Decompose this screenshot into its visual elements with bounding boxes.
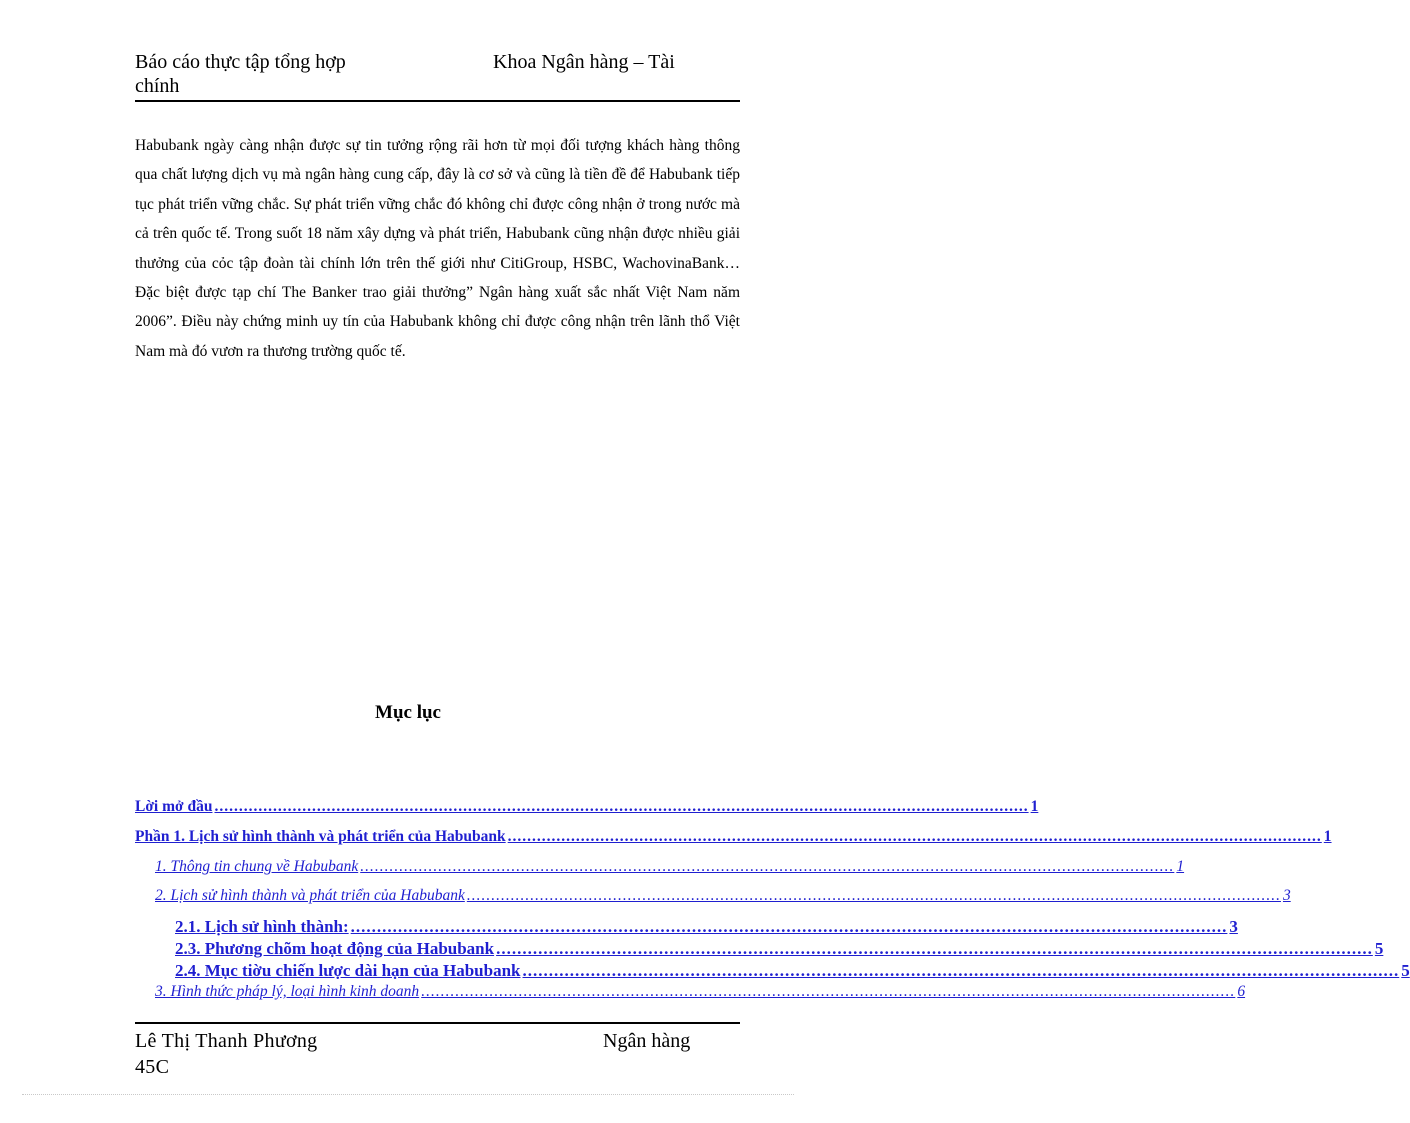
toc-entry[interactable] bbox=[175, 961, 1410, 981]
toc-entry-page: 1 bbox=[1323, 828, 1332, 845]
toc-entry[interactable] bbox=[155, 983, 1246, 1001]
header-faculty: Khoa Ngân hàng – Tài bbox=[493, 51, 675, 73]
toc-leader: ....................................................................................................................................................................... bbox=[496, 939, 1373, 958]
toc-leader: ....................................................................................................................................................................... bbox=[522, 961, 1400, 980]
toc-leader: ....................................................................................................................................................................... bbox=[466, 887, 1281, 904]
toc-entry-text: 3. Hình thức pháp lý, loại hình kinh doanh bbox=[155, 983, 420, 1000]
toc-entry-text: 2.3. Phương chõm hoạt động của Habubank bbox=[175, 939, 495, 958]
toc-entry-page: 3 bbox=[1229, 917, 1238, 936]
toc-entry-text: 1. Thông tin chung về Habubank bbox=[155, 858, 359, 875]
footer-author: Lê Thị Thanh Phương 45C bbox=[135, 1030, 318, 1078]
footer-department: Ngân hàng bbox=[603, 1030, 691, 1052]
body-paragraph: Habubank ngày càng nhận được sự tin tưởng rộng rãi hơn từ mọi đối tượng khách hàng thông qua chất lượng dịch vụ mà ngân hàng cung cấp, đây là cơ sở và cũng là tiền đề để Habubank tiếp tục phát triển vững chắc. Sự phát triển vững chắc đó không chỉ được công nhận ở trong nước mà cả trên quốc tế. Trong suốt 18 năm xây dựng và phát triển, Habubank cũng nhận được nhiều giải thưởng của cỏc tập đoàn tài chính lớn trên thế giới như CitiGroup, HSBC, WachovinaBank…Đặc biệt được tạp chí The Banker trao giải thưởng” Ngân hàng xuất sắc nhất Việt Nam năm 2006”. Điều này chứng minh uy tín của Habubank không chỉ được công nhận trên lãnh thổ Việt Nam mà đó vươn ra thương trường quốc tế. bbox=[135, 137, 740, 360]
toc-entry[interactable] bbox=[155, 858, 1185, 876]
toc-leader: ....................................................................................................................................................................... bbox=[421, 983, 1236, 1000]
toc-entry-page: 1 bbox=[1176, 858, 1185, 875]
toc-entry-page: 3 bbox=[1282, 887, 1291, 904]
toc-entry-page: 5 bbox=[1374, 939, 1384, 958]
toc-leader: ....................................................................................................................................................................... bbox=[350, 917, 1228, 936]
page-header bbox=[135, 48, 740, 102]
toc-leader: ....................................................................................................................................................................... bbox=[214, 798, 1029, 815]
toc-entry[interactable] bbox=[135, 798, 1039, 816]
toc-entry[interactable] bbox=[135, 828, 1332, 846]
toc-entry[interactable] bbox=[175, 917, 1238, 937]
toc-entry-page: 5 bbox=[1401, 961, 1410, 980]
header-report-title: Báo cáo thực tập tổng hợp chính bbox=[135, 51, 346, 97]
page-edge-divider bbox=[22, 1094, 794, 1095]
toc-leader: ....................................................................................................................................................................... bbox=[360, 858, 1175, 875]
toc-leader: ....................................................................................................................................................................... bbox=[507, 828, 1322, 845]
toc-entry-page: 6 bbox=[1237, 983, 1246, 1000]
toc-entry-text: 2.1. Lịch sử hình thành: bbox=[175, 917, 349, 936]
toc-entry-text: Phần 1. Lịch sử hình thành và phát triển của Habubank bbox=[135, 828, 506, 845]
toc-entry[interactable] bbox=[155, 887, 1291, 905]
toc-entry-text: 2. Lịch sử hình thành và phát triển của Habubank bbox=[155, 887, 465, 904]
toc-entry-page: 1 bbox=[1030, 798, 1039, 815]
toc-entry-text: 2.4. Mục tiờu chiến lược dài hạn của Habubank bbox=[175, 961, 521, 980]
toc-title: Mục lục bbox=[375, 702, 441, 723]
toc-entry-text: Lời mở đầu bbox=[135, 798, 213, 815]
toc-entry[interactable] bbox=[175, 939, 1384, 959]
page-footer bbox=[135, 1022, 740, 1080]
